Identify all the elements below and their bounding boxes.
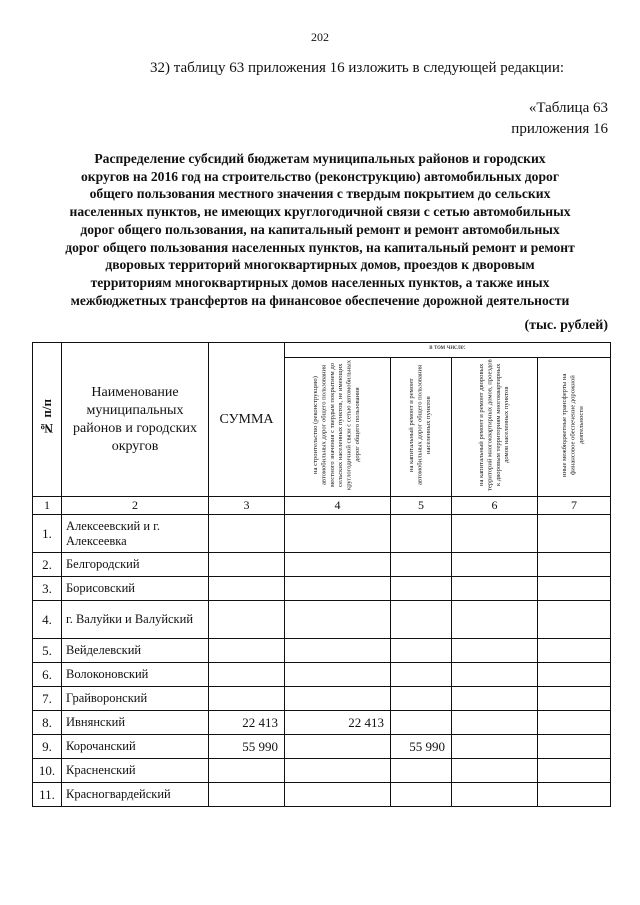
column-number: 5 (391, 497, 452, 515)
row-col-5 (391, 687, 452, 711)
table-reference (511, 98, 608, 140)
table-row (33, 601, 611, 639)
row-col-6 (452, 735, 538, 759)
row-sum (209, 577, 285, 601)
row-district-name: Грайворонский (62, 687, 209, 711)
title-line: дворовых территорий многоквартирных домов, проездов к дворовым (105, 257, 535, 273)
title-line: населенных пунктов, не имеющих круглогодичной связи с сетью автомобильных (69, 204, 571, 220)
row-number: 4. (33, 601, 62, 639)
row-district-name: Красненский (62, 759, 209, 783)
row-col-5 (391, 577, 452, 601)
row-district-name: Вейделевский (62, 639, 209, 663)
title-line: дорог общего пользования населенных пунктов, на капитальный ремонт и ремонт (65, 239, 575, 255)
table-ref-line-2: приложения 16 (511, 121, 608, 137)
row-col-6 (452, 639, 538, 663)
table-row (33, 687, 611, 711)
row-col-4 (285, 639, 391, 663)
column-number: 3 (209, 497, 285, 515)
row-district-name: Алексеевский и г. Алексеевка (62, 515, 209, 553)
header-sum: СУММА (209, 343, 285, 497)
row-col-6 (452, 711, 538, 735)
table-row (33, 735, 611, 759)
row-col-6 (452, 663, 538, 687)
row-col-6 (452, 515, 538, 553)
title-line: территориям многоквартирных домов населенных пунктов, а также иных (90, 274, 550, 290)
row-district-name: Борисовский (62, 577, 209, 601)
row-col-7 (538, 759, 611, 783)
table-body (33, 515, 611, 807)
row-district-name: Красногвардейский (62, 783, 209, 807)
row-col-4 (285, 515, 391, 553)
row-number: 2. (33, 553, 62, 577)
instruction-text: 32) таблицу 63 приложения 16 изложить в следующей редакции: (150, 60, 565, 76)
header-name: Наименование муниципальных районов и городских округов (62, 343, 209, 497)
row-number: 5. (33, 639, 62, 663)
row-col-5: 55 990 (391, 735, 452, 759)
row-sum (209, 601, 285, 639)
row-number: 10. (33, 759, 62, 783)
row-col-4 (285, 687, 391, 711)
row-number: 9. (33, 735, 62, 759)
row-sum: 55 990 (209, 735, 285, 759)
header-col-6 (452, 358, 538, 497)
row-col-5 (391, 663, 452, 687)
row-sum (209, 639, 285, 663)
column-number: 7 (538, 497, 611, 515)
row-district-name: г. Валуйки и Валуйский (62, 601, 209, 639)
header-row (33, 343, 611, 358)
row-col-6 (452, 601, 538, 639)
header-number (33, 343, 62, 497)
row-number: 7. (33, 687, 62, 711)
row-number: 1. (33, 515, 62, 553)
page-number: 202 (311, 30, 329, 44)
row-sum (209, 553, 285, 577)
table-row (33, 553, 611, 577)
row-col-7 (538, 515, 611, 553)
row-col-6 (452, 553, 538, 577)
row-col-5 (391, 553, 452, 577)
row-sum (209, 687, 285, 711)
header-col-5 (391, 358, 452, 497)
table-row (33, 639, 611, 663)
header-col-7 (538, 358, 611, 497)
table-row (33, 783, 611, 807)
row-col-7 (538, 783, 611, 807)
row-col-7 (538, 711, 611, 735)
row-col-4 (285, 601, 391, 639)
row-col-7 (538, 601, 611, 639)
title-line: межбюджетных трансфертов на финансовое обеспечение дорожной деятельности (70, 292, 570, 308)
row-number: 6. (33, 663, 62, 687)
row-number: 8. (33, 711, 62, 735)
row-col-4 (285, 577, 391, 601)
row-col-7 (538, 553, 611, 577)
row-col-5 (391, 711, 452, 735)
row-district-name: Волоконовский (62, 663, 209, 687)
row-col-5 (391, 601, 452, 639)
row-sum (209, 663, 285, 687)
row-col-7 (538, 735, 611, 759)
row-col-5 (391, 759, 452, 783)
title-line: Распределение субсидий бюджетам муниципальных районов и городских (94, 151, 546, 166)
header-col-4 (285, 358, 391, 497)
row-col-6 (452, 783, 538, 807)
row-col-6 (452, 759, 538, 783)
row-col-5 (391, 515, 452, 553)
row-number: 11. (33, 783, 62, 807)
table-row (33, 759, 611, 783)
document-title (30, 150, 610, 309)
title-line: округов на 2016 год на строительство (реконструкцию) автомобильных дорог (80, 168, 559, 184)
row-col-7 (538, 577, 611, 601)
row-sum: 22 413 (209, 711, 285, 735)
units-label: (тыс. рублей) (524, 318, 608, 333)
header-col-4-label: на строительство (реконструкцию) автомобильных дорог общего пользования местного значения с твердым покрытием до сельских населенных пунктов, не имеющих круглогодичной связи с сетью автомобильных дорог общего пользования (312, 359, 362, 490)
row-district-name: Корочанский (62, 735, 209, 759)
row-sum (209, 783, 285, 807)
row-col-4 (285, 553, 391, 577)
row-col-7 (538, 639, 611, 663)
column-number: 1 (33, 497, 62, 515)
header-col-5-label: на капитальный ремонт и ремонт автомобильных дорог общего пользования населенных пунктов (408, 364, 433, 485)
row-sum (209, 515, 285, 553)
row-col-5 (391, 639, 452, 663)
row-col-5 (391, 783, 452, 807)
row-sum (209, 759, 285, 783)
header-col-7-label: иные межбюджетные трансферты на финансовое обеспечение дорожной деятельности (561, 372, 586, 477)
title-line: дорог общего пользования, на капитальный ремонт и ремонт автомобильных (80, 221, 560, 237)
row-col-4 (285, 783, 391, 807)
column-number: 2 (62, 497, 209, 515)
table-row (33, 711, 611, 735)
title-line: общего пользования местного значения с твердым покрытием до сельских (89, 186, 551, 202)
table-row (33, 577, 611, 601)
table-row (33, 663, 611, 687)
column-number: 4 (285, 497, 391, 515)
row-district-name: Ивнянский (62, 711, 209, 735)
row-col-4 (285, 663, 391, 687)
header-col-6-label: на капитальный ремонт и ремонт дворовых территорий многоквартирных домов, проездов к дворовым территориям многоквартирных домов населенных пунктов (477, 358, 510, 491)
row-col-7 (538, 687, 611, 711)
header-number-label: № п/п (39, 398, 54, 436)
row-col-7 (538, 663, 611, 687)
row-col-6 (452, 577, 538, 601)
header-including: в том числе: (285, 343, 611, 358)
row-col-4 (285, 759, 391, 783)
table-ref-line-1: «Таблица 63 (528, 100, 608, 116)
table-row (33, 515, 611, 553)
row-col-4 (285, 735, 391, 759)
column-number: 6 (452, 497, 538, 515)
row-number: 3. (33, 577, 62, 601)
column-number-row (33, 497, 611, 515)
row-district-name: Белгородский (62, 553, 209, 577)
row-col-6 (452, 687, 538, 711)
subsidy-table (32, 342, 611, 807)
row-col-4: 22 413 (285, 711, 391, 735)
